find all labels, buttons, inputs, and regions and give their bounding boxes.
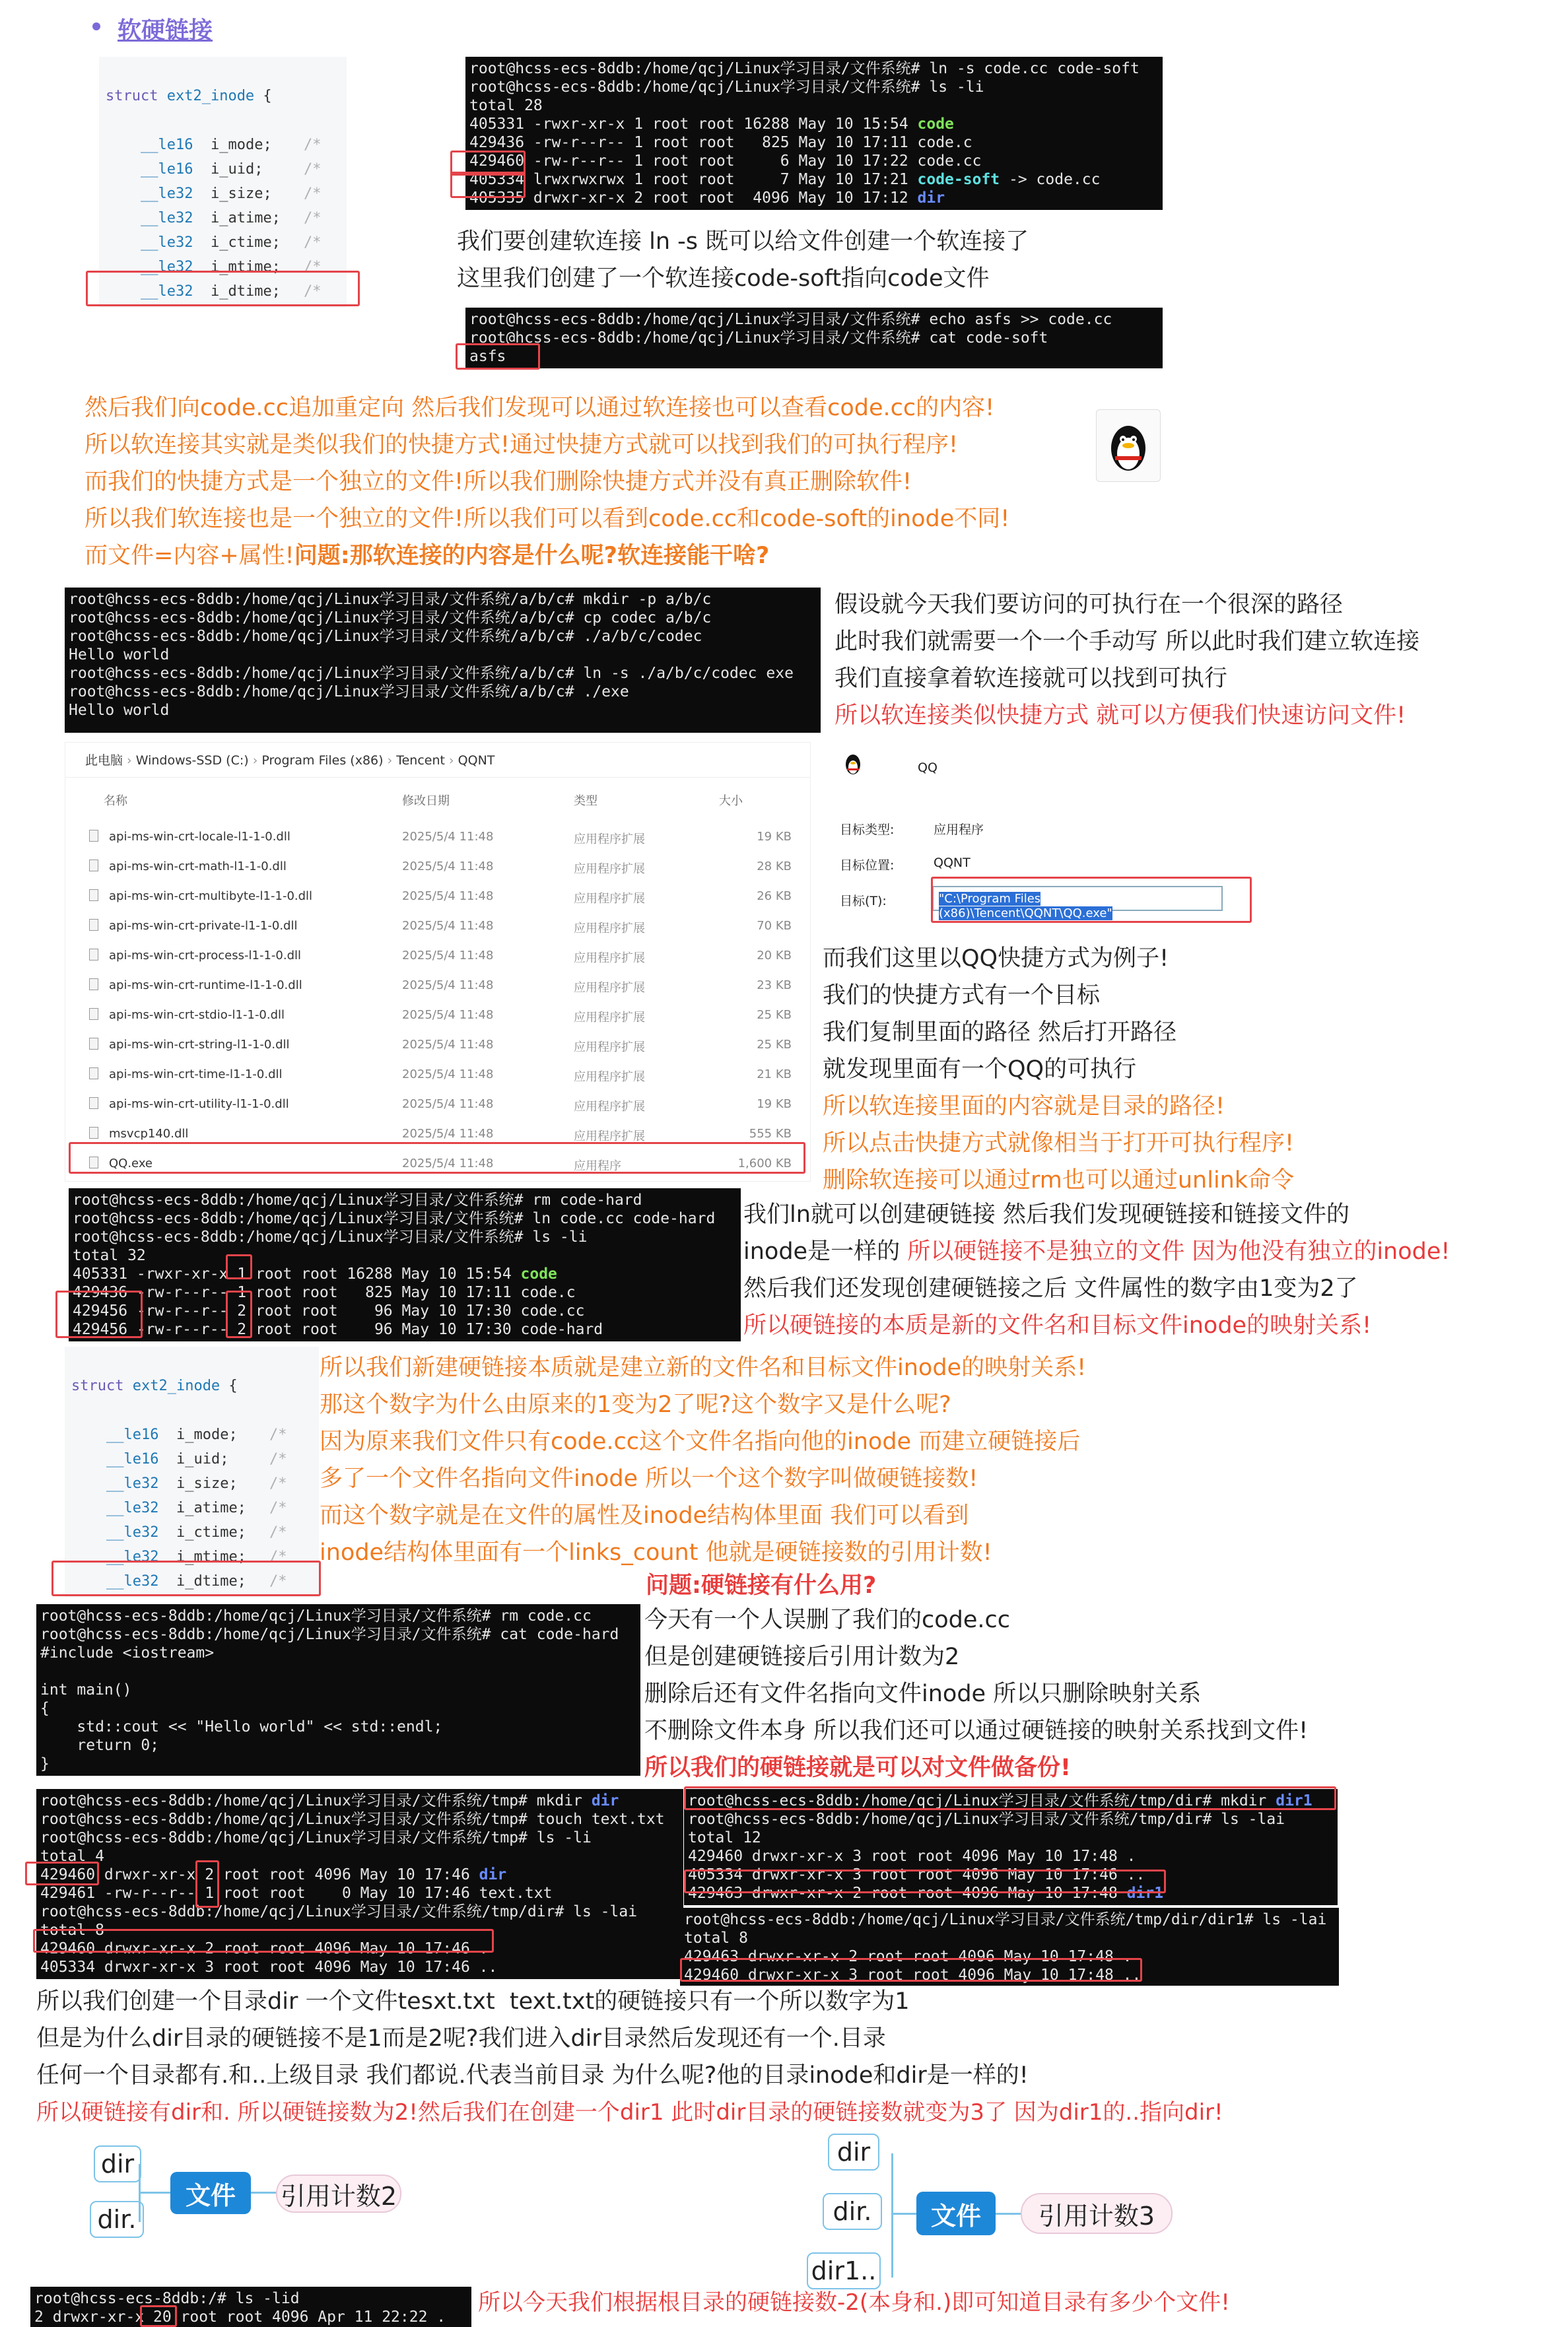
file-icon: [89, 1127, 98, 1139]
chevron-right-icon: ›: [123, 753, 136, 768]
terminal-line: root@hcss-ecs-8ddb:/home/qcj/Linux学习目录/文件系统# cat code-soft: [469, 329, 1048, 347]
file-icon: [89, 889, 98, 901]
file-explorer: [65, 742, 811, 1182]
page-heading[interactable]: 软硬链接: [118, 17, 213, 44]
struct-field: __le32 i_size; /*: [140, 185, 322, 202]
terminal-line: 429460 drwxr-xr-x 2 root root 4096 May 10 17:46 .: [40, 1940, 489, 1957]
terminal-line: root@hcss-ecs-8ddb:/# ls -lid: [34, 2290, 300, 2307]
chevron-right-icon: ›: [383, 753, 397, 768]
terminal-line: 429436 -rw-r--r-- 1 root root 825 May 10 17:11 code.c: [73, 1284, 576, 1301]
terminal-rm-cat: [36, 1604, 640, 1776]
breadcrumb-item[interactable]: Program Files (x86): [261, 753, 384, 768]
breadcrumb-item[interactable]: Tencent: [396, 753, 445, 768]
file-name: api-ms-win-crt-runtime-l1-1-0.dll: [109, 978, 302, 992]
diag2-connector-h: [891, 2213, 916, 2215]
terminal-line: root@hcss-ecs-8ddb:/home/qcj/Linux学习目录/文件系统/tmp# ls -li: [40, 1829, 592, 1846]
file-size: 28 KB: [757, 860, 792, 873]
terminal-line: 429460 drwxr-xr-x 3 root root 4096 May 10 17:48 ..: [684, 1967, 1142, 1984]
para-dir-1: 所以我们创建一个目录dir 一个文件tesxt.txt text.txt的硬链接只有一个所以数字为1 但是为什么dir目录的硬链接不是1而是2呢?我们进入dir目录然后发现还有一个.目录 任何一个目录都有.和..上级目录 我们都说.代表当前目录 为什么呢?他的目录inode和dir是一样的!: [36, 1988, 1029, 2089]
terminal-line: 405331 -rwxr-xr-x 1 root root 16288 May 10 15:54 code: [469, 116, 954, 133]
props-target-value: "C:\Program Files (x86)\Tencent\QQNT\QQ.exe": [939, 892, 1112, 920]
diag2-dirdot-node: dir.: [823, 2193, 882, 2230]
terminal-line: int main(): [40, 1681, 132, 1699]
file-type: 应用程序扩展: [574, 832, 645, 846]
terminal-line: root@hcss-ecs-8ddb:/home/qcj/Linux学习目录/文件系统/a/b/c# ./exe: [69, 683, 629, 700]
terminal-line: 429460 drwxr-xr-x 2 root root 4096 May 10 17:46 dir: [40, 1866, 507, 1883]
terminal-line: total 8: [684, 1930, 748, 1947]
file-type: 应用程序扩展: [574, 892, 645, 906]
file-size: 19 KB: [757, 830, 792, 844]
file-type: 应用程序扩展: [574, 1011, 645, 1025]
file-icon: [89, 978, 98, 990]
col-date[interactable]: 修改日期: [402, 794, 450, 808]
file-type: 应用程序扩展: [574, 981, 645, 995]
terminal-line: root@hcss-ecs-8ddb:/home/qcj/Linux学习目录/文件系统# ls -li: [73, 1229, 588, 1246]
terminal-ln-soft: [465, 57, 1163, 210]
file-date: 2025/5/4 11:48: [402, 1038, 494, 1052]
col-name[interactable]: 名称: [104, 794, 127, 808]
terminal-line: root@hcss-ecs-8ddb:/home/qcj/Linux学习目录/文件系统# echo asfs >> code.cc: [469, 311, 1112, 328]
struct-field: __le16 i_uid; /*: [140, 161, 322, 178]
file-row[interactable]: [65, 942, 810, 972]
para-soft-1: 我们要创建软连接 ln -s 既可以给文件创建一个软连接了 这里我们创建了一个软连接code-soft指向code文件: [457, 228, 1029, 292]
terminal-line: root@hcss-ecs-8ddb:/home/qcj/Linux学习目录/文件系统/tmp/dir# ls -lai: [688, 1811, 1285, 1828]
struct-field: __le32 i_ctime; /*: [106, 1524, 287, 1541]
terminal-root-lid: [30, 2287, 471, 2327]
links-count-highlight-1: [86, 271, 360, 306]
diag1-dir-node: dir: [94, 2145, 141, 2182]
terminal-line: 405331 -rwxr-xr-x 1 root root 16288 May 10 15:54 code: [73, 1265, 557, 1283]
terminal-line: root@hcss-ecs-8ddb:/home/qcj/Linux学习目录/文件系统/tmp/dir# ls -lai: [40, 1903, 638, 1920]
file-type: 应用程序扩展: [574, 1130, 645, 1143]
struct-field: __le32 i_dtime; /*: [140, 283, 322, 300]
struct-head: struct ext2_inode {: [106, 88, 272, 104]
terminal-line: 405334 lrwxrwxrwx 1 root root 7 May 10 17:21 code-soft -> code.cc: [469, 171, 1101, 188]
terminal-line: {: [40, 1700, 50, 1717]
file-name: api-ms-win-crt-math-l1-1-0.dll: [109, 860, 287, 873]
file-icon: [89, 1038, 98, 1050]
diag2-connector-r: [996, 2213, 1022, 2215]
struct-field: __le32 i_atime; /*: [140, 210, 322, 226]
file-row[interactable]: [65, 1061, 810, 1091]
file-type: 应用程序扩展: [574, 951, 645, 965]
file-name: api-ms-win-crt-utility-l1-1-0.dll: [109, 1097, 289, 1111]
terminal-line: root@hcss-ecs-8ddb:/home/qcj/Linux学习目录/文件系统/a/b/c# ln -s ./a/b/c/codec exe: [69, 665, 794, 682]
terminal-line: root@hcss-ecs-8ddb:/home/qcj/Linux学习目录/文件系统/tmp# touch text.txt: [40, 1811, 665, 1828]
diag2-connector: [891, 2153, 893, 2277]
file-type: 应用程序扩展: [574, 922, 645, 935]
terminal-line: return 0;: [40, 1737, 160, 1754]
file-size: 555 KB: [749, 1127, 792, 1141]
file-row[interactable]: [65, 972, 810, 1001]
dir-inode-highlight: [25, 1862, 99, 1885]
file-size: 25 KB: [757, 1038, 792, 1052]
terminal-line: #include <iostream>: [40, 1644, 215, 1662]
diag1-count-node: 引用计数2: [276, 2175, 401, 2213]
terminal-line: root@hcss-ecs-8ddb:/home/qcj/Linux学习目录/文件系统/tmp/dir# mkdir dir1: [688, 1792, 1312, 1809]
file-name: api-ms-win-crt-process-l1-1-0.dll: [109, 949, 301, 962]
file-icon: [89, 1008, 98, 1020]
links-count-highlight-2: [51, 1561, 321, 1596]
file-date: 2025/5/4 11:48: [402, 1157, 494, 1170]
file-size: 23 KB: [757, 978, 792, 992]
file-row[interactable]: [65, 1001, 810, 1031]
struct-ext2-inode-2: [65, 1347, 319, 1598]
dotdot-highlight: [680, 1958, 1142, 1982]
inode-highlight-b: [450, 172, 526, 198]
terminal-line: root@hcss-ecs-8ddb:/home/qcj/Linux学习目录/文件系统# ln -s code.cc code-soft: [469, 60, 1140, 77]
file-size: 1,600 KB: [737, 1157, 792, 1170]
file-type: 应用程序扩展: [574, 1100, 645, 1114]
file-type: 应用程序扩展: [574, 1040, 645, 1054]
terminal-line: 429460 drwxr-xr-x 3 root root 4096 May 10 17:48 .: [688, 1848, 1136, 1865]
terminal-line: total 12: [688, 1829, 761, 1846]
file-name: api-ms-win-crt-time-l1-1-0.dll: [109, 1067, 283, 1081]
file-type: 应用程序: [574, 1159, 621, 1173]
para-qq-shortcut: 而我们这里以QQ快捷方式为例子! 我们的快捷方式有一个目标 我们复制里面的路径 然后打开路径 就发现里面有一个QQ的可执行 所以软连接里面的内容就是目录的路径! 所以点击快捷方式就像相当于打开可执行程序! 删除软连接可以通过rm也可以通过unlink命令: [823, 945, 1295, 1194]
struct-field: __le16 i_mode; /*: [140, 137, 322, 153]
file-name: api-ms-win-crt-string-l1-1-0.dll: [109, 1038, 290, 1052]
link-count-highlight-1: [226, 1254, 252, 1279]
terminal-line: root@hcss-ecs-8ddb:/home/qcj/Linux学习目录/文件系统/tmp/dir/dir1# ls -lai: [684, 1911, 1327, 1928]
terminal-line: asfs: [469, 348, 506, 365]
terminal-line: [40, 1662, 636, 1681]
breadcrumb-item[interactable]: Windows-SSD (C:): [135, 753, 249, 768]
link-count-highlight-2: [226, 1291, 252, 1338]
file-date: 2025/5/4 11:48: [402, 860, 494, 873]
breadcrumb-item[interactable]: 此电脑: [85, 753, 123, 768]
file-list: [65, 823, 810, 1180]
struct-field: __le32 i_ctime; /*: [140, 234, 322, 251]
file-icon: [89, 949, 98, 961]
file-type: 应用程序扩展: [574, 862, 645, 876]
props-loc-label: 目标位置:: [840, 858, 895, 873]
file-date: 2025/5/4 11:48: [402, 830, 494, 844]
diag1-connector-r: [251, 2192, 277, 2194]
terminal-line: 405335 drwxr-xr-x 2 root root 4096 May 10 17:12 dir: [469, 189, 945, 207]
dir1-entry-highlight: [684, 1870, 1166, 1893]
struct-field: __le16 i_mode; /*: [106, 1427, 287, 1443]
file-row[interactable]: [65, 912, 810, 942]
file-name: QQ.exe: [109, 1157, 153, 1170]
diag1-file-node: 文件: [170, 2172, 251, 2214]
file-date: 2025/5/4 11:48: [402, 1067, 494, 1081]
diag2-dir-node: dir: [828, 2134, 879, 2171]
file-row[interactable]: [65, 1031, 810, 1061]
file-date: 2025/5/4 11:48: [402, 978, 494, 992]
terminal-line: 429461 -rw-r--r-- 1 root root 0 May 10 17:46 text.txt: [40, 1885, 553, 1902]
terminal-line: total 32: [73, 1247, 146, 1264]
file-date: 2025/5/4 11:48: [402, 919, 494, 933]
props-loc: QQNT: [934, 856, 971, 870]
file-icon: [89, 919, 98, 931]
file-size: 25 KB: [757, 1008, 792, 1022]
terminal-ln-hard: [69, 1188, 741, 1341]
breadcrumb[interactable]: [85, 751, 494, 768]
terminal-line: root@hcss-ecs-8ddb:/home/qcj/Linux学习目录/文件系统# ls -li: [469, 79, 984, 96]
file-name: msvcp140.dll: [109, 1127, 189, 1141]
target-highlight: [931, 877, 1252, 923]
terminal-line: root@hcss-ecs-8ddb:/home/qcj/Linux学习目录/文件系统# ln code.cc code-hard: [73, 1210, 716, 1227]
file-name: api-ms-win-crt-stdio-l1-1-0.dll: [109, 1008, 285, 1022]
terminal-line: Hello world: [69, 646, 170, 663]
file-row[interactable]: [65, 1091, 810, 1120]
file-size: 19 KB: [757, 1097, 792, 1111]
terminal-line: 429456 -rw-r--r-- 2 root root 96 May 10 17:30 code.cc: [73, 1302, 585, 1320]
qq-exe-highlight: [69, 1142, 805, 1174]
terminal-line: total 28: [469, 97, 543, 114]
file-date: 2025/5/4 11:48: [402, 949, 494, 962]
chevron-right-icon: ›: [444, 753, 458, 768]
terminal-line: 429460 -rw-r--r-- 1 root root 6 May 10 17:22 code.cc: [469, 152, 982, 170]
terminal-deep-path: [65, 588, 821, 733]
terminal-line: Hello world: [69, 702, 170, 719]
terminal-line: root@hcss-ecs-8ddb:/home/qcj/Linux学习目录/文件系统/a/b/c# ./a/b/c/codec: [69, 628, 702, 645]
question-hard: 问题:硬链接有什么用?: [646, 1572, 877, 1599]
breadcrumb-item[interactable]: QQNT: [458, 753, 495, 768]
root-count-highlight: [140, 2305, 177, 2327]
file-size: 21 KB: [757, 1067, 792, 1081]
diag1-dirdot-node: dir.: [90, 2201, 144, 2238]
file-name: api-ms-win-crt-locale-l1-1-0.dll: [109, 830, 290, 844]
struct-head-2: struct ext2_inode {: [71, 1378, 238, 1394]
diag2-count-node: 引用计数3: [1021, 2193, 1173, 2234]
props-type: 应用程序: [934, 823, 984, 837]
asfs-highlight: [456, 343, 540, 370]
terminal-line: }: [40, 1755, 50, 1772]
file-date: 2025/5/4 11:48: [402, 889, 494, 903]
file-date: 2025/5/4 11:48: [402, 1127, 494, 1141]
file-size: 70 KB: [757, 919, 792, 933]
terminal-line: root@hcss-ecs-8ddb:/home/qcj/Linux学习目录/文件系统/a/b/c# cp codec a/b/c: [69, 609, 712, 626]
file-name: api-ms-win-crt-multibyte-l1-1-0.dll: [109, 889, 313, 903]
file-date: 2025/5/4 11:48: [402, 1008, 494, 1022]
chevron-right-icon: ›: [248, 753, 262, 768]
terminal-line: std::cout << "Hello world" << std::endl;: [40, 1718, 443, 1736]
file-row[interactable]: [65, 823, 810, 853]
qq-penguin-icon: [1096, 409, 1161, 482]
terminal-line: total 8: [40, 1922, 104, 1939]
file-icon: [89, 860, 98, 871]
diag2-dir1-node: dir1..: [807, 2252, 881, 2289]
para-hard-2: 所以我们新建硬链接本质就是建立新的文件名和目标文件inode的映射关系! 那这个数字为什么由原来的1变为2了呢?这个数字又是什么呢? 因为原来我们文件只有code.cc这个文件名指向他的inode 而建立硬链接后 多了一个文件名指向文件inode 所以一个这个数字叫做硬链接数! 而这个数字就是在文件的属性及inode结构体里面 我们可以看到 inode结构体里面有一个links_count 他就是硬链接数的引用计数!: [320, 1355, 1087, 1566]
para-soft-2: 然后我们向code.cc追加重定向 然后我们发现可以通过软连接也可以查看code.cc的内容! 所以软连接其实就是类似我们的快捷方式!通过快捷方式就可以找到我们的可执行程序! 而我们的快捷方式是一个独立的文件!所以我们删除快捷方式并没有真正删除软件! 所以我们软连接也是一个独立的文件!所以我们可以看到code.cc和code-soft的inode不同! 而文件=内容+属性!问题:那软连接的内容是什么呢?软连接能干啥?: [85, 395, 1010, 569]
terminal-line: root@hcss-ecs-8ddb:/home/qcj/Linux学习目录/文件系统# rm code-hard: [73, 1192, 642, 1209]
struct-field: __le32 i_atime; /*: [106, 1500, 287, 1516]
terminal-line: 2 drwxr-xr-x 20 root root 4096 Apr 11 22:22 .: [34, 2309, 446, 2326]
dot-entry-highlight: [33, 1929, 494, 1953]
inode-hard-highlight: [55, 1291, 143, 1338]
file-row[interactable]: [65, 883, 810, 912]
struct-field: __le16 i_uid; /*: [106, 1451, 287, 1467]
mkdir-dir1-highlight: [684, 1786, 1336, 1810]
file-icon: [89, 830, 98, 842]
struct-field: __le32 i_mtime; /*: [140, 259, 322, 275]
file-date: 2025/5/4 11:48: [402, 1097, 494, 1111]
terminal-line: 405334 drwxr-xr-x 3 root root 4096 May 10 17:46 ..: [40, 1959, 498, 1976]
terminal-line: root@hcss-ecs-8ddb:/home/qcj/Linux学习目录/文件系统# cat code-hard: [40, 1626, 619, 1643]
terminal-line: root@hcss-ecs-8ddb:/home/qcj/Linux学习目录/文件系统/a/b/c# mkdir -p a/b/c: [69, 591, 712, 608]
terminal-line: 405334 drwxr-xr-x 3 root root 4096 May 10 17:46 ..: [688, 1866, 1145, 1883]
props-type-label: 目标类型:: [840, 823, 895, 837]
terminal-line: 429463 drwxr-xr-x 2 root root 4096 May 10 17:48 .: [684, 1948, 1132, 1965]
diag2-file-node: 文件: [916, 2192, 996, 2235]
file-type: 应用程序扩展: [574, 1070, 645, 1084]
para-hard-1: 我们ln就可以创建硬链接 然后我们发现硬链接和链接文件的 inode是一样的 所以硬链接不是独立的文件 因为他没有独立的inode! 然后我们还发现创建硬链接之后 文件属性的数字由1变为2了 所以硬链接的本质是新的文件名和目标文件inode的映射关系!: [743, 1201, 1450, 1339]
file-icon: [89, 1097, 98, 1109]
col-size[interactable]: 大小: [719, 794, 743, 808]
file-icon: [89, 1067, 98, 1079]
struct-field: __le32 i_dtime; /*: [106, 1573, 287, 1590]
struct-ext2-inode-1: [99, 57, 347, 308]
props-name: QQ: [918, 760, 937, 775]
struct-field: __le32 i_size; /*: [106, 1475, 287, 1492]
terminal-echo: [465, 308, 1163, 368]
file-name: api-ms-win-crt-private-l1-1-0.dll: [109, 919, 298, 933]
para-hard-3: 今天有一个人误删了我们的code.cc 但是创建硬链接后引用计数为2 删除后还有文件名指向文件inode 所以只删除映射关系 不删除文件本身 所以我们还可以通过硬链接的映射关系找到文件! 所以我们的硬链接就是可以对文件做备份!: [644, 1607, 1309, 1781]
file-size: 20 KB: [757, 949, 792, 962]
para-root: 所以今天我们根据根目录的硬链接数-2(本身和.)即可知道目录有多少个文件!: [478, 2289, 1230, 2316]
terminal-line: 429463 drwxr-xr-x 2 root root 4096 May 10 17:48 dir1: [688, 1885, 1164, 1902]
file-size: 26 KB: [757, 889, 792, 903]
terminal-line: root@hcss-ecs-8ddb:/home/qcj/Linux学习目录/文件系统# rm code.cc: [40, 1607, 592, 1625]
diag1-connector-h: [139, 2192, 170, 2194]
col-type[interactable]: 类型: [574, 794, 597, 808]
qq-props-icon: [840, 749, 866, 778]
file-row[interactable]: [65, 853, 810, 883]
terminal-line: root@hcss-ecs-8ddb:/home/qcj/Linux学习目录/文件系统/tmp# mkdir dir: [40, 1792, 619, 1809]
bullet-dot: [92, 22, 100, 30]
dir-count-highlight: [195, 1860, 219, 1908]
terminal-line: total 4: [40, 1848, 104, 1865]
para-deep-path: 假设就今天我们要访问的可执行在一个很深的路径 此时我们就需要一个一个手动写 所以此时我们建立软连接 我们直接拿着软连接就可以找到可执行 所以软连接类似快捷方式 就可以方便我们快速访问文件!: [835, 591, 1420, 729]
props-target-label: 目标(T):: [840, 894, 887, 908]
terminal-line: 429436 -rw-r--r-- 1 root root 825 May 10 17:11 code.c: [469, 134, 972, 151]
struct-field: __le32 i_mtime; /*: [106, 1549, 287, 1565]
terminal-line: 429456 -rw-r--r-- 2 root root 96 May 10 17:30 code-hard: [73, 1321, 603, 1338]
para-dir-red: 所以硬链接有dir和. 所以硬链接数为2!然后我们在创建一个dir1 此时dir目录的硬链接数就变为3了 因为dir1的..指向dir!: [36, 2099, 1223, 2126]
